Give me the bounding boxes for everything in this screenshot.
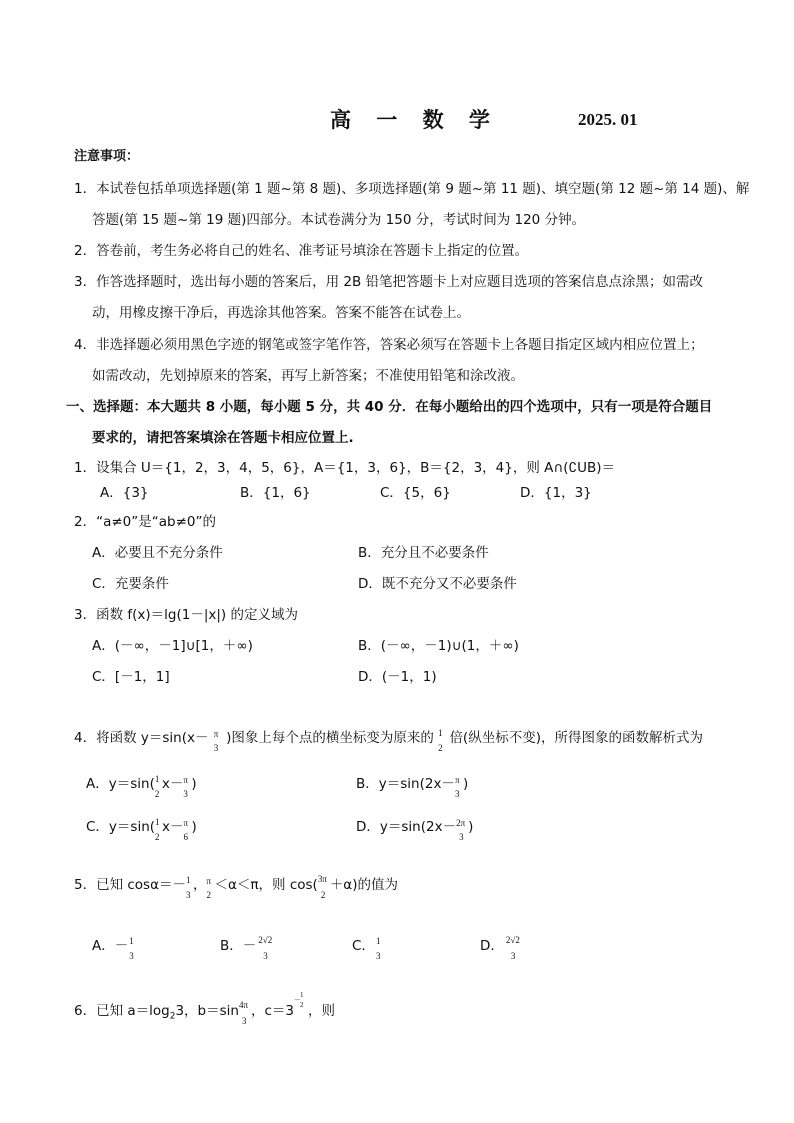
exponent-numerator: 1 — [299, 991, 304, 999]
option-text: A．－ — [92, 938, 129, 954]
fraction-numerator: 1 — [129, 936, 134, 946]
fraction-denominator: 3 — [213, 743, 219, 753]
fraction-denominator: 3 — [263, 951, 268, 961]
option-text: x－ — [161, 776, 184, 792]
question-2-option-c: C．充要条件 — [92, 576, 169, 592]
fraction-numerator: 1 — [155, 817, 160, 827]
question-4-option-d — [356, 815, 474, 842]
fraction-denominator: 2 — [154, 789, 160, 799]
option-text: ) — [191, 776, 197, 792]
fraction-numerator: π — [183, 818, 189, 828]
fraction-denominator: 2 — [438, 743, 443, 753]
fraction-denominator: 3 — [510, 951, 516, 961]
question-6-stem-part-c: ，c＝3 — [250, 1003, 294, 1019]
fraction-numerator: 1 — [186, 875, 191, 885]
question-2-stem: 2．“a≠0”是“ab≠0”的 — [74, 514, 216, 530]
notice-item-2: 2．答卷前，考生务必将自己的姓名、准考证号填涂在答题卡上指定的位置。 — [74, 243, 529, 259]
fraction-denominator: 2 — [320, 890, 326, 900]
question-5-stem-part-c: ＜α＜π，则 cos( — [214, 877, 318, 893]
option-text: ) — [468, 819, 474, 835]
fraction-numerator: 1 — [154, 774, 160, 784]
fraction-denominator: 6 — [183, 832, 189, 842]
exponent-denominator: 2 — [299, 1001, 304, 1009]
page-title: 高 一 数 学 — [330, 107, 499, 132]
fraction-denominator: 2 — [155, 832, 160, 842]
question-3-option-a: A．(－∞，－1]∪[1，＋∞) — [92, 638, 253, 654]
option-text: D．y＝sin(2x－ — [356, 819, 457, 835]
question-1-stem: 1．设集合 U＝{1，2，3，4，5，6}，A＝{1，3，6}，B＝{2，3，4}，则 A∩(∁UB)＝ — [74, 460, 616, 476]
fraction-denominator: 3 — [183, 789, 188, 799]
question-4-option-a — [86, 772, 197, 799]
fraction-denominator: 3 — [129, 951, 134, 961]
question-4-stem-part-c: 倍(纵坐标不变)，所得图象的函数解析式为 — [449, 730, 703, 746]
option-text: ) — [191, 819, 197, 835]
section-heading-cont: 要求的，请把答案填涂在答题卡相应位置上. — [92, 430, 354, 446]
notice-item-3-cont: 动，用橡皮擦干净后，再选涂其他答案。答案不能答在试卷上。 — [92, 305, 470, 321]
question-5-option-d — [480, 934, 522, 961]
fraction-numerator: 1 — [438, 728, 443, 738]
question-4-stem-part-a: 4．将函数 y＝sin(x－ — [74, 730, 209, 746]
notice-item-3: 3．作答选择题时，选出每小题的答案后，用 2B 铅笔把答题卡上对应题目选项的答案信息点涂黑；如需改 — [74, 274, 704, 290]
question-4-option-b — [356, 772, 469, 799]
question-5-stem-part-a: 5．已知 cosα＝－ — [74, 877, 186, 893]
option-text: A．y＝sin( — [86, 776, 155, 792]
option-text: x－ — [162, 819, 184, 835]
question-1-option-c: C．{5，6} — [380, 485, 451, 501]
section-heading: 一、选择题：本大题共 8 小题，每小题 5 分，共 40 分．在每小题给出的四个选项中，只有一项是符合题目 — [66, 399, 713, 415]
notice-item-1: 1．本试卷包括单项选择题(第 1 题~第 8 题)、多项选择题(第 9 题~第 11 题)、填空题(第 12 题~第 14 题)、解 — [74, 181, 750, 197]
option-text: C．y＝sin( — [86, 819, 156, 835]
option-text: ) — [462, 776, 469, 792]
question-1-option-b: B．{1，6} — [240, 485, 311, 501]
question-5-stem-part-d: ＋α)的值为 — [329, 877, 398, 893]
fraction-numerator: π — [213, 729, 219, 739]
question-3-option-b: B．(－∞，－1)∪(1，＋∞) — [358, 638, 519, 654]
fraction-numerator: 3π — [317, 874, 327, 884]
exponent-sign: － — [293, 996, 301, 1004]
exam-date: 2025. 01 — [578, 110, 638, 129]
option-text: B．－ — [220, 938, 257, 954]
fraction-denominator: 3 — [241, 1016, 247, 1026]
fraction-denominator: 2 — [206, 890, 211, 900]
question-6-stem-part-d: ，则 — [307, 1003, 335, 1019]
notice-item-4: 4．非选择题必须用黑色字迹的钢笔或签字笔作答，答案必须写在答题卡上各题目指定区域内相应位置上； — [74, 337, 704, 353]
question-4-stem-part-b: )图象上每个点的横坐标变为原来的 — [226, 730, 434, 746]
fraction-numerator: π — [183, 775, 188, 785]
notice-item-4-cont: 如需改动，先划掉原来的答案，再写上新答案；不准使用铅笔和涂改液。 — [92, 368, 524, 384]
fraction-numerator: 1 — [375, 936, 381, 946]
question-5-option-a — [92, 934, 136, 961]
question-6-stem-part-b: 3，b＝sin — [175, 1003, 239, 1019]
notice-heading: 注意事项： — [74, 149, 140, 164]
fraction-numerator: 2√2 — [258, 935, 273, 945]
fraction-denominator: 3 — [454, 789, 460, 799]
notice-item-1-cont: 答题(第 15 题~第 19 题)四部分。本试卷满分为 150 分，考试时间为 120 分钟。 — [92, 212, 586, 228]
question-4-option-c — [86, 815, 197, 842]
question-5-stem — [74, 873, 398, 900]
fraction-numerator: 2√2 — [505, 935, 520, 945]
question-2-option-b: B．充分且不必要条件 — [358, 545, 489, 561]
question-5-option-b — [220, 934, 274, 961]
fraction-denominator: 3 — [375, 951, 381, 961]
question-3-option-c: C．[－1，1] — [92, 669, 170, 685]
log-base: 2 — [169, 1011, 176, 1022]
fraction-numerator: π — [206, 876, 212, 886]
question-4-stem — [74, 726, 703, 753]
question-3-stem: 3．函数 f(x)＝lg(1－|x|) 的定义域为 — [74, 607, 298, 623]
fraction-numerator: 2π — [456, 818, 466, 828]
fraction-numerator: π — [454, 775, 460, 785]
fraction-numerator: 4π — [238, 1000, 249, 1010]
question-6-stem-part-a: 6．已知 a＝log — [74, 1003, 170, 1019]
fraction-denominator: 3 — [459, 832, 464, 842]
question-5-stem-part-b: ， — [193, 877, 207, 893]
fraction-denominator: 3 — [186, 890, 191, 900]
question-2-option-a: A．必要且不充分条件 — [92, 545, 223, 561]
option-text: B．y＝sin(2x－ — [356, 776, 455, 792]
option-text: C． — [352, 938, 375, 954]
question-2-option-d: D．既不充分又不必要条件 — [358, 576, 517, 592]
question-3-option-d: D．(－1，1) — [358, 669, 437, 685]
question-1-option-a: A．{3} — [100, 485, 149, 501]
question-6-stem — [74, 991, 335, 1026]
question-1-option-d: D．{1，3} — [520, 485, 592, 501]
option-text: D． — [480, 938, 504, 954]
question-5-option-c — [352, 934, 383, 961]
